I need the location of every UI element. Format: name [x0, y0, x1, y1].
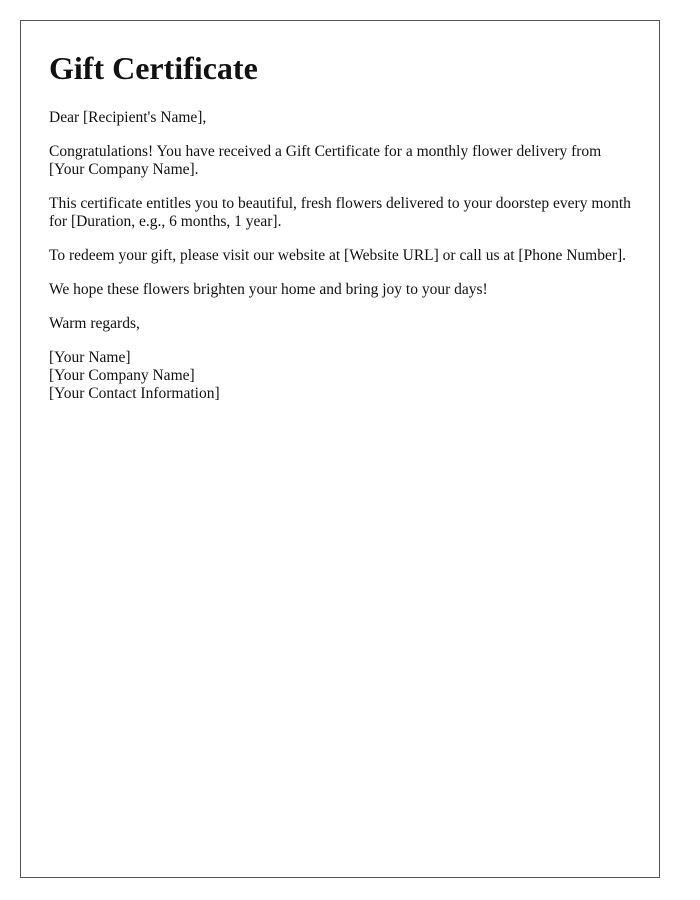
greeting: Dear [Recipient's Name], [49, 109, 207, 126]
paragraph-well-wishes: We hope these flowers brighten your home and bring joy to your days! [49, 281, 488, 298]
signature-name: [Your Name] [49, 349, 131, 366]
signature-contact: [Your Contact Information] [49, 385, 220, 402]
page-title: Gift Certificate [49, 50, 258, 86]
closing: Warm regards, [49, 315, 140, 332]
paragraph-entitlement: This certificate entitles you to beautiful, fresh flowers delivered to your doorstep every month for [Duration, e.g., 6 months, 1 year]. [49, 195, 631, 230]
signature-company: [Your Company Name] [49, 367, 195, 384]
signature-block [49, 349, 631, 403]
paragraph-redeem-instructions: To redeem your gift, please visit our website at [Website URL] or call us at [Phone Number]. [49, 247, 627, 264]
paragraph-congratulations: Congratulations! You have received a Gift Certificate for a monthly flower delivery from [Your Company Name]. [49, 143, 602, 178]
gift-certificate-letter [20, 20, 660, 878]
